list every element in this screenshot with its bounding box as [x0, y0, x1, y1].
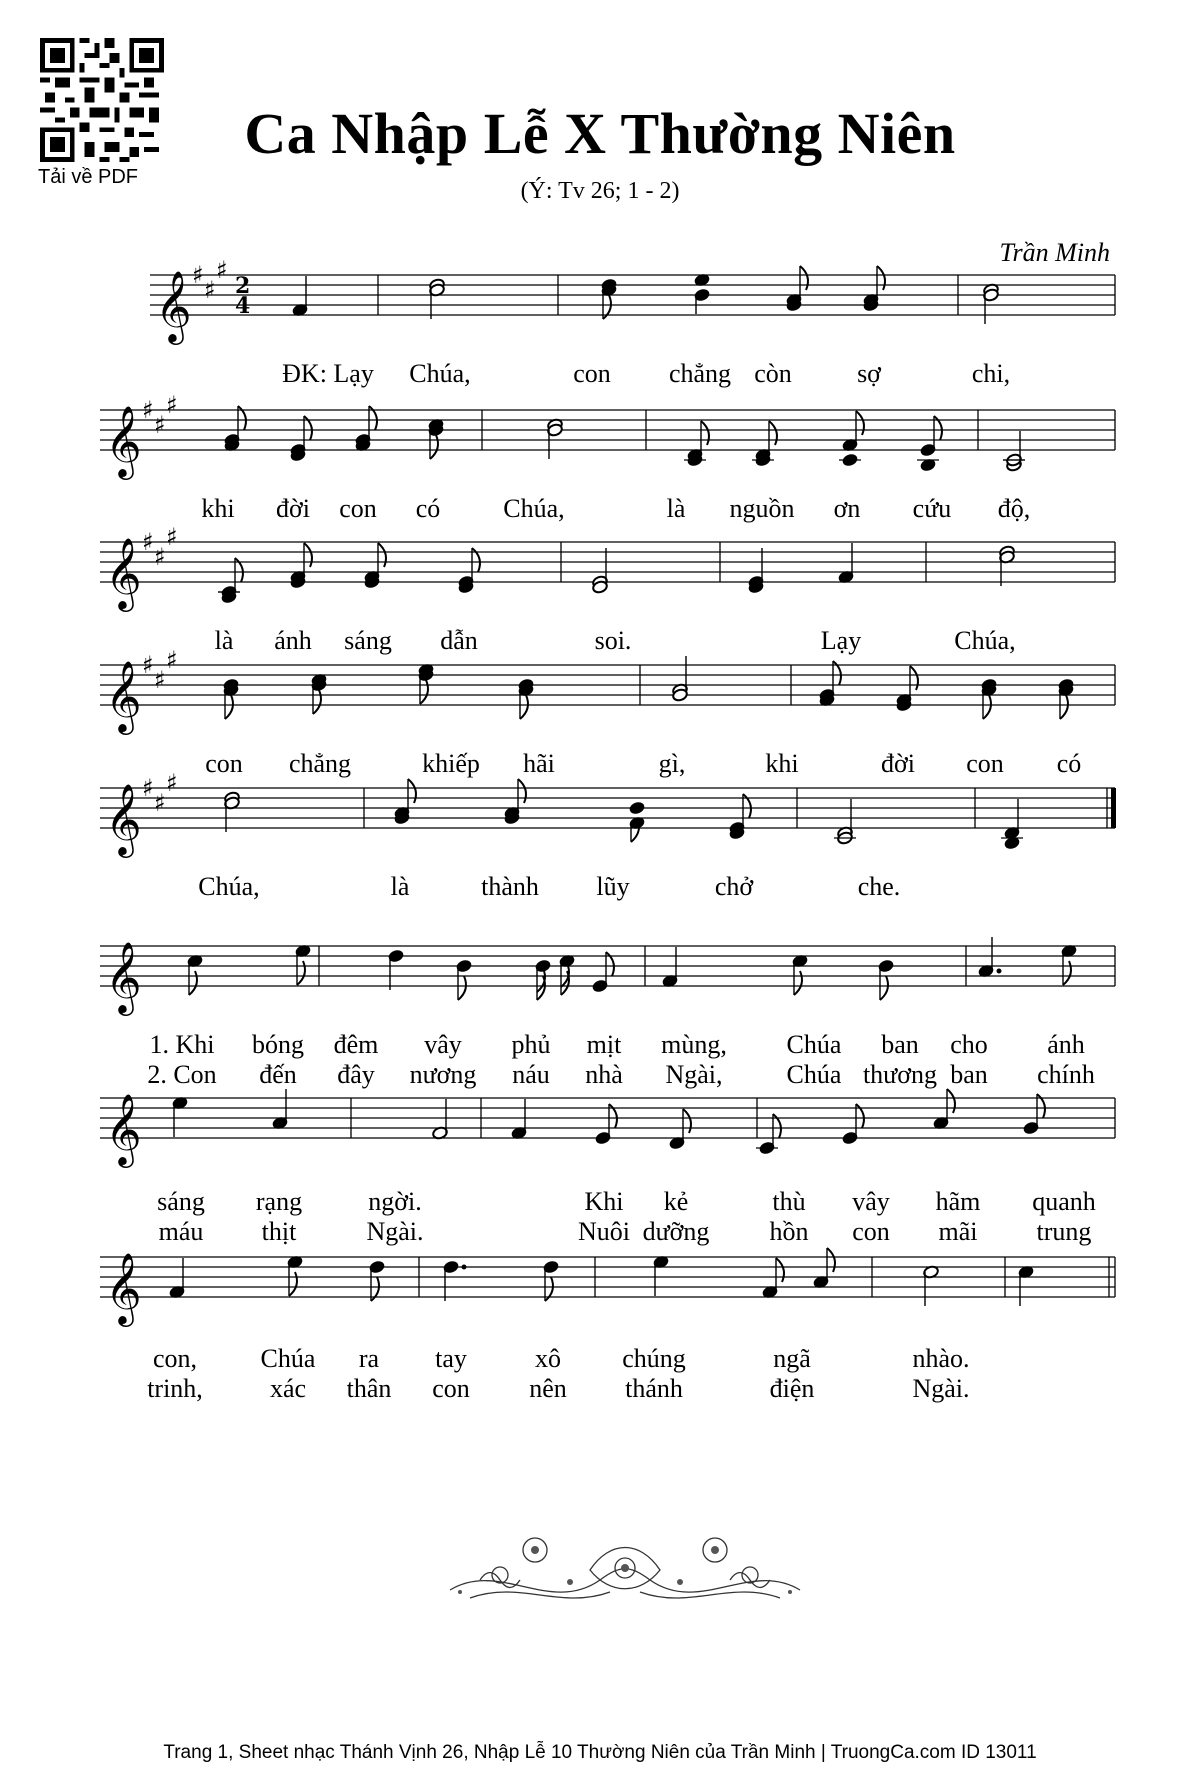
- music-note: [428, 418, 445, 459]
- lyric-syllable: chi,: [971, 359, 1011, 388]
- music-note: [290, 543, 312, 589]
- lyric-syllable: Khi: [584, 1187, 624, 1216]
- lyric-syllable: con: [432, 1374, 470, 1403]
- music-note: [923, 1265, 940, 1306]
- music-note: [592, 952, 614, 993]
- lyric-syllable: khi: [765, 749, 799, 778]
- music-note: [1058, 678, 1075, 719]
- lyric-syllable: con: [339, 494, 377, 523]
- lyric-syllable: đêm: [333, 1030, 379, 1059]
- lyric-syllable: dẫn: [440, 626, 478, 655]
- treble-clef-icon: 𝄞: [105, 659, 142, 732]
- lyric-syllable: là: [214, 626, 234, 655]
- lyric-syllable: mịt: [586, 1030, 622, 1059]
- music-note: [863, 266, 885, 312]
- treble-clef-icon: 𝄞: [105, 1092, 142, 1165]
- music-note: [756, 1114, 781, 1155]
- lyric-syllable: ban: [950, 1060, 988, 1089]
- music-note: [364, 543, 386, 589]
- lyric-syllable: hãm: [935, 1187, 981, 1216]
- music-note: [511, 1099, 528, 1140]
- lyric-syllable: nương: [409, 1060, 477, 1089]
- lyric-syllable: ánh: [1047, 1030, 1085, 1059]
- lyric-syllable: độ,: [997, 494, 1031, 523]
- music-note: [729, 794, 751, 840]
- music-note: [388, 949, 405, 990]
- sharp-icon: ♯: [142, 528, 154, 556]
- lyric-syllable: che.: [857, 872, 901, 901]
- sharp-icon: ♯: [166, 523, 178, 551]
- lyric-syllable: 1. Khi: [149, 1030, 215, 1059]
- lyric-syllable: mùng,: [661, 1030, 727, 1059]
- song-subtitle: (Ý: Tv 26; 1 - 2): [520, 178, 680, 204]
- lyric-syllable: có: [1056, 749, 1082, 778]
- music-note: [629, 801, 646, 842]
- music-note: [1023, 1094, 1045, 1135]
- lyric-syllable: ánh: [274, 626, 312, 655]
- treble-clef-icon: 𝄞: [105, 940, 142, 1013]
- music-note: [272, 1089, 289, 1130]
- composer-name: Trần Minh: [999, 238, 1110, 267]
- music-note: [653, 1255, 670, 1296]
- lyric-syllable: ngời.: [368, 1187, 422, 1216]
- music-note: [432, 1099, 449, 1140]
- music-note: [662, 947, 679, 988]
- sharp-icon: ♯: [166, 769, 178, 797]
- lyric-syllable: quanh: [1032, 1187, 1096, 1216]
- lyric-syllable: con: [966, 749, 1004, 778]
- music-note: [355, 406, 377, 452]
- music-note: [792, 954, 809, 995]
- sharp-icon: ♯: [166, 646, 178, 674]
- lyric-syllable: trung: [1036, 1217, 1092, 1246]
- lyric-syllable: Chúa,: [954, 626, 1016, 655]
- lyric-syllable: sáng: [157, 1187, 205, 1216]
- lyric-syllable: chính: [1037, 1060, 1095, 1089]
- lyric-syllable: ngã: [773, 1344, 811, 1373]
- music-note: [292, 276, 309, 317]
- lyric-syllable: Chúa,: [503, 494, 565, 523]
- lyric-syllable: sợ: [857, 359, 881, 388]
- music-note: [429, 278, 446, 319]
- treble-clef-icon: 𝄞: [105, 404, 142, 477]
- music-note: [834, 799, 856, 845]
- lyric-syllable: đến: [259, 1060, 297, 1089]
- music-note: [224, 406, 246, 452]
- lyric-syllable: lũy: [596, 872, 630, 901]
- music-note: [748, 548, 765, 594]
- music-note: [172, 1096, 189, 1137]
- lyric-syllable: ĐK: Lạy: [282, 359, 374, 388]
- lyric-syllable: Lạy: [820, 626, 862, 655]
- lyric-syllable: xô: [535, 1344, 561, 1373]
- music-note: [819, 661, 841, 707]
- lyric-syllable: khi: [201, 494, 235, 523]
- music-note: [813, 1248, 835, 1289]
- music-note: [983, 283, 1000, 324]
- music-note: [669, 1109, 691, 1150]
- music-note: [223, 678, 240, 719]
- music-note: [394, 779, 416, 825]
- lyric-syllable: Ngài.: [366, 1217, 424, 1246]
- lyric-syllable: kẻ: [663, 1187, 689, 1216]
- lyric-syllable: sáng: [344, 626, 392, 655]
- lyric-syllable: Ngài,: [665, 1060, 723, 1089]
- treble-clef-icon: 𝄞: [155, 269, 192, 342]
- music-note: [933, 1089, 955, 1130]
- treble-clef-icon: 𝄞: [105, 782, 142, 855]
- lyric-syllable: thành: [481, 872, 539, 901]
- sharp-icon: ♯: [166, 391, 178, 419]
- music-note: [456, 959, 473, 1000]
- lyric-syllable: cứu: [912, 494, 952, 523]
- lyric-syllable: con: [205, 749, 243, 778]
- music-note: [878, 959, 895, 1000]
- lyric-syllable: đời: [276, 494, 310, 523]
- lyric-syllable: con: [852, 1217, 890, 1246]
- lyric-syllable: chúng: [622, 1344, 686, 1373]
- music-note: [187, 954, 204, 995]
- sharp-icon: ♯: [154, 789, 166, 817]
- lyric-syllable: máu: [158, 1217, 204, 1246]
- lyric-syllable: phủ: [511, 1030, 551, 1059]
- sharp-icon: ♯: [192, 261, 204, 289]
- lyric-syllable: nhào.: [912, 1344, 970, 1373]
- music-note: [1061, 944, 1078, 985]
- lyric-syllable: Chúa,: [198, 872, 260, 901]
- music-note: [290, 416, 312, 462]
- music-note: [838, 543, 855, 584]
- lyric-syllable: dưỡng: [642, 1217, 710, 1246]
- music-note: [896, 666, 918, 712]
- music-note: [369, 1260, 386, 1301]
- lyric-syllable: còn: [754, 359, 792, 388]
- final-barline-thick: [1111, 788, 1116, 828]
- music-note: [981, 678, 998, 719]
- music-note: [684, 421, 709, 467]
- music-note: [418, 663, 435, 704]
- music-note: [504, 779, 526, 825]
- sharp-icon: ♯: [142, 651, 154, 679]
- lyric-syllable: Chúa,: [409, 359, 471, 388]
- lyric-syllable: trinh,: [147, 1374, 203, 1403]
- sharp-icon: ♯: [142, 774, 154, 802]
- lyric-syllable: vây: [424, 1030, 462, 1059]
- time-signature-top: 2: [235, 273, 251, 299]
- music-note: [595, 1104, 617, 1145]
- lyric-syllable: bóng: [252, 1030, 304, 1059]
- lyric-syllable: mãi: [938, 1217, 978, 1246]
- music-note: [978, 937, 1002, 978]
- lyric-syllable: Nuôi: [578, 1217, 630, 1246]
- music-note: [287, 1255, 304, 1296]
- lyric-syllable: chẳng: [668, 359, 732, 388]
- lyric-syllable: có: [415, 494, 441, 523]
- lyric-syllable: chẳng: [288, 749, 352, 778]
- music-note: [1018, 1265, 1035, 1306]
- music-note: [218, 558, 243, 604]
- lyric-syllable: hồn: [769, 1217, 809, 1246]
- lyric-syllable: nguồn: [729, 494, 795, 523]
- page-footer: Trang 1, Sheet nhạc Thánh Vịnh 26, Nhập Lễ 10 Thường Niên của Trần Minh | TruongCa.com ID 13011: [163, 1742, 1037, 1763]
- music-note: [694, 273, 711, 314]
- lyric-syllable: ra: [358, 1344, 380, 1373]
- music-note: [999, 545, 1016, 586]
- lyric-syllable: thân: [346, 1374, 392, 1403]
- lyric-syllable: khiếp: [422, 749, 480, 778]
- lyric-syllable: là: [390, 872, 410, 901]
- time-signature-bottom: 4: [235, 293, 251, 319]
- lyric-syllable: điện: [769, 1374, 815, 1403]
- lyric-syllable: ban: [881, 1030, 919, 1059]
- music-note: [224, 791, 241, 832]
- lyric-syllable: là: [666, 494, 686, 523]
- treble-clef-icon: 𝄞: [105, 1251, 142, 1324]
- music-note: [917, 416, 942, 472]
- sharp-icon: ♯: [154, 543, 166, 571]
- sharp-icon: ♯: [142, 396, 154, 424]
- lyric-syllable: thương: [862, 1060, 938, 1089]
- music-note: [762, 1258, 784, 1299]
- lyric-syllable: ơn: [833, 494, 861, 523]
- lyric-syllable: xác: [269, 1374, 307, 1403]
- song-title: Ca Nhập Lễ X Thường Niên: [244, 101, 956, 166]
- music-note: [1003, 431, 1025, 472]
- music-note: [839, 411, 864, 467]
- music-note: [547, 418, 564, 459]
- sharp-icon: ♯: [204, 276, 216, 304]
- music-note: [842, 1104, 864, 1145]
- lyric-syllable: tay: [435, 1344, 467, 1373]
- lyric-syllable: con,: [152, 1344, 198, 1373]
- music-note: [786, 266, 808, 312]
- music-note: [169, 1258, 186, 1299]
- lyric-syllable: hãi: [523, 749, 555, 778]
- music-note: [592, 548, 609, 594]
- lyric-syllable: đời: [881, 749, 915, 778]
- music-note: [1001, 799, 1023, 850]
- lyric-syllable: rạng: [255, 1187, 303, 1216]
- music-note: [518, 678, 535, 719]
- music-note: [458, 548, 480, 594]
- download-pdf-link[interactable]: Tải về PDF: [38, 166, 139, 188]
- sharp-icon: ♯: [154, 666, 166, 694]
- music-note: [535, 959, 552, 1000]
- lyric-syllable: cho: [950, 1030, 988, 1059]
- music-note: [543, 1260, 560, 1301]
- music-note: [601, 278, 618, 319]
- lyric-syllable: thịt: [261, 1217, 297, 1246]
- lyric-syllable: Chúa: [786, 1030, 842, 1059]
- lyric-syllable: náu: [512, 1060, 550, 1089]
- treble-clef-icon: 𝄞: [105, 536, 142, 609]
- lyric-syllable: con: [573, 359, 611, 388]
- lyric-syllable: đây: [337, 1060, 375, 1089]
- lyric-syllable: gì,: [658, 749, 686, 778]
- lyric-syllable: thánh: [625, 1374, 683, 1403]
- lyric-syllable: nhà: [585, 1060, 623, 1089]
- lyric-syllable: vây: [852, 1187, 890, 1216]
- lyric-syllable: chở: [714, 872, 754, 901]
- lyric-syllable: soi.: [594, 626, 632, 655]
- lyric-syllable: Chúa: [260, 1344, 316, 1373]
- music-note: [311, 673, 328, 714]
- lyric-syllable: 2. Con: [147, 1060, 217, 1089]
- lyric-syllable: nên: [529, 1374, 567, 1403]
- music-note: [752, 421, 777, 467]
- music-note: [295, 944, 312, 985]
- sharp-icon: ♯: [216, 256, 228, 284]
- music-note: [672, 656, 689, 702]
- music-note: [443, 1260, 467, 1301]
- lyric-syllable: Ngài.: [912, 1374, 970, 1403]
- floral-ornament-image: [440, 1520, 810, 1620]
- sharp-icon: ♯: [154, 411, 166, 439]
- lyric-syllable: thù: [772, 1187, 806, 1216]
- lyric-syllable: Chúa: [786, 1060, 842, 1089]
- music-note: [559, 954, 576, 995]
